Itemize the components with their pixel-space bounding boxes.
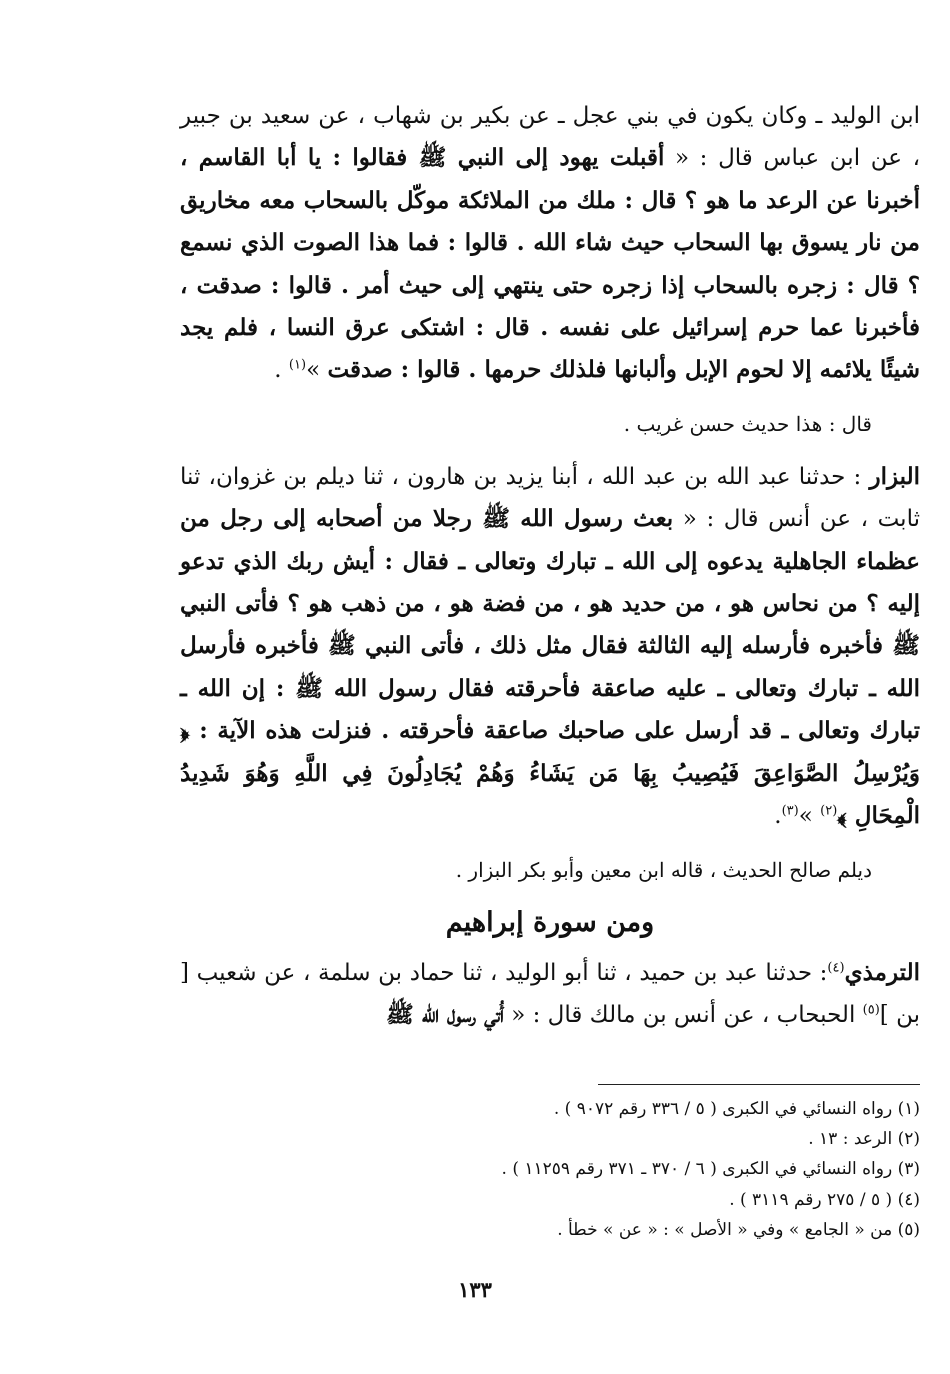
quran-verse: ﴿ وَيُرْسِلُ الصَّوَاعِقَ فَيُصِيبُ بِهَا مَن يَشَاءُ وَهُمْ يُجَادِلُونَ فِي اللَّهِ وَهُوَ شَدِيدُ الْمِحَالِ ﴾ <box>180 717 920 830</box>
footnote-item: (٤) ( ٥ / ٢٧٥ رقم ٣١١٩ ) . <box>729 1189 920 1210</box>
isnad-text: : حدثنا عبد الله بن عبد الله ، أبنا يزيد بن هارون ، ثنا ديلم بن غزوان، ثنا ثابت ، عن أنس قال : « <box>180 463 920 533</box>
footnote-item: (٣) رواه النسائي في الكبرى ( ٦ / ٣٧٠ ـ ٣٧١ رقم ١١٢٥٩ ) . <box>501 1159 920 1180</box>
hadith-paragraph-tirmidhi <box>180 952 920 1037</box>
page-body <box>180 95 920 1036</box>
page-number: ١٣٣ <box>458 1277 492 1302</box>
isnad-text: ابن الوليد ـ وكان يكون في بني عجل ـ عن بكير بن شهاب ، عن سعيد بن جبير ، عن ابن عباس قال : « <box>180 103 920 172</box>
footnote-divider <box>598 1084 920 1085</box>
footnote-ref-5[interactable]: (٥) <box>862 1002 880 1018</box>
matn-text: أقبلت يهود إلى النبي ﷺ فقالوا : يا أبا القاسم ، أخبرنا عن الرعد ما هو ؟ قال : ملك من الملائكة موكّل بالسحاب معه مخاريق من نار يسوق بها السحاب حيث شاء الله . قالوا : فما هذا الصوت الذي نسمع ؟ قال : زجره بالسحاب إذا زجره حتى ينتهي إلى حيث أمر . قالوا : صدقت ، فأخبرنا عما حرم إسرائيل على نفسه . قال : اشتكى عرق النسا ، فلم يجد شيئًا يلائمه إلا لحوم الإبل وألبانها فلذلك حرمها . قالوا : صدقت <box>180 144 920 384</box>
quote-close: » <box>306 357 328 384</box>
quote-close: » <box>798 803 821 830</box>
footnote-ref-4[interactable]: (٤) <box>827 959 845 975</box>
footnote-item: (٥) من « الجامع » وفي « الأصل » : « عن » خطأ . <box>557 1219 920 1240</box>
isnad-text-cont: الحبحاب ، عن أنس بن مالك قال : « <box>503 1001 863 1028</box>
footnote-ref-1[interactable]: (١) <box>288 357 307 373</box>
footnote-list <box>420 1094 920 1245</box>
footnote-ref-2[interactable]: (٢) <box>820 803 838 819</box>
matn-text: بعث رسول الله ﷺ رجلا من أصحابه إلى رجل من عظماء الجاهلية يدعوه إلى الله ـ تبارك وتعالى ـ فقال : أيش ربك الذي تدعو إليه ؟ من نحاس هو ، من حديد هو ، من فضة هو ، من ذهب هو ؟ فأتى النبي ﷺ فأخبره فأرسله إليه الثالثة فقال مثل ذلك ، فأتى النبي ﷺ فأخبره فأرسل الله ـ تبارك وتعالى ـ عليه صاعقة فأحرقته فقال رسول الله ﷺ : إن الله ـ تبارك وتعالى ـ قد أرسل على صاحبك صاعقة فأحرقته . فنزلت هذه الآية : <box>180 505 920 745</box>
hadith-paragraph-ibn-abbas <box>180 95 920 392</box>
grading-note: قال : هذا حديث حسن غريب . <box>623 411 872 436</box>
footnote-ref-3[interactable]: (٣) <box>781 803 799 819</box>
source-name: الترمذي <box>844 958 920 986</box>
hadith-paragraph-bazzar <box>180 456 920 838</box>
period: . <box>774 803 782 830</box>
footnote-item: (١) رواه النسائي في الكبرى ( ٥ / ٣٣٦ رقم ٩٠٧٢ ) . <box>553 1099 920 1119</box>
isnad-text: : حدثنا عبد بن حميد ، ثنا أبو الوليد ، ثنا حماد بن سلمة ، عن شعيب [ بن ] <box>180 959 920 1028</box>
footnote-item: (٢) الرعد : ١٣ . <box>808 1129 920 1150</box>
narrator-note: ديلم صالح الحديث ، قاله ابن معين وأبو بكر البزار . <box>455 857 872 882</box>
matn-text: أُتي رسول الله ﷺ <box>386 1000 504 1028</box>
section-heading: ومن سورة إبراهيم <box>445 906 655 938</box>
period: . <box>274 357 289 384</box>
source-name: البزار <box>869 462 920 490</box>
